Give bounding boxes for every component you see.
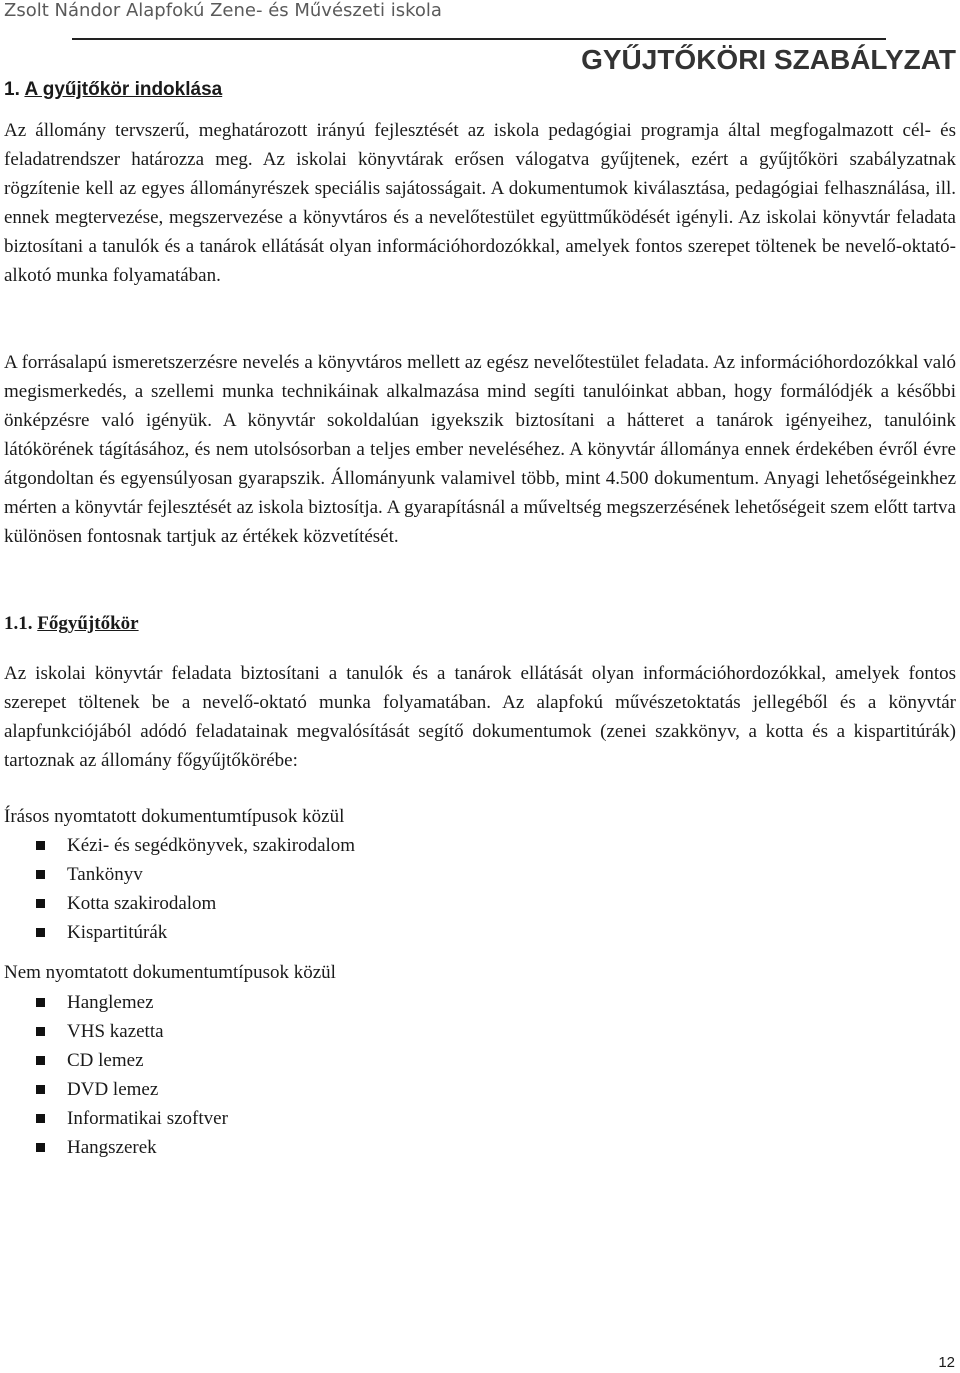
list-item: CD lemez [36,1046,228,1075]
square-bullet-icon [36,1056,45,1065]
square-bullet-icon [36,899,45,908]
body-paragraph: Az iskolai könyvtár feladata biztosítani a tanulók és a tanárok ellátását olyan információhordozókkal, amelyek fontos szerepet töltenek be a nevelő-oktató munka folyamatában. Az alapfokú művészetoktatás jellegéből és a könyvtár alapfunkciójából adódó feladatainak megvalósítását segítő dokumentumok (zenei szakkönyv, a kotta és a kispartitúrák) tartoznak az állomány főgyűjtőkörébe: [4,663,956,771]
square-bullet-icon [36,928,45,937]
nonprinted-list-label: Nem nyomtatott dokumentumtípusok közül [4,962,336,983]
subsection-heading [4,613,139,635]
printed-list-label: Írásos nyomtatott dokumentumtípusok közül [4,806,345,827]
school-name: Zsolt Nándor Alapfokú Zene- és Művészeti iskola [4,0,442,21]
document-title: GYŰJTŐKÖRI SZABÁLYZAT [581,44,956,75]
list-item: Informatikai szoftver [36,1104,228,1133]
section-title: A gyűjtőkör indoklása [24,79,223,100]
body-paragraph: Az állomány tervszerű, meghatározott irányú fejlesztését az iskola pedagógiai programja által megfogalmazott cél- és feladatrendszer határozza meg. Az iskolai könyvtárak erősen válogatva gyűjtenek, ezért a gyűjtőköri szabályzatnak rögzítenie kell az egyes állományrészek speciális sajátosságait. A dokumentumok kiválasztása, pedagógiai felhasználása, ill. ennek megtervezése, megszervezése a könyvtáros és a nevelőtestület együttműködését igényli. Az iskolai könyvtár feladata biztosítani a tanulók és a tanárok ellátását olyan információhordozókkal, amelyek fontos szerepet töltenek be nevelő-oktató-alkotó munka folyamatában. [4,120,956,286]
list-item: Hangszerek [36,1133,228,1162]
square-bullet-icon [36,870,45,879]
square-bullet-icon [36,1114,45,1123]
printed-document-list [36,831,355,947]
square-bullet-icon [36,998,45,1007]
section-number: 1. [4,79,20,100]
body-paragraph: A forrásalapú ismeretszerzésre nevelés a könyvtáros mellett az egész nevelőtestület feladata. Az információhordozókkal való megismerkedés, a szellemi munka technikáinak alkalmazása mind segíti tanulóinkat abban, hogy formálódjék a későbbi önképzésre való igényük. A könyvtár sokoldalúan igyekszik biztosítani a hátteret a tanárok igényeihez, tanulóink látókörének tágításához, és nem utolsósorban a teljes ember neveléséhez. A könyvtár állománya ennek érdekében évről évre átgondoltan és egyensúlyosan gyarapszik. Állományunk valamivel több, mint 4.500 dokumentum. Anyagi lehetőségeinkhez mérten a könyvtár fejlesztését az iskola biztosítja. A gyarapításnál a műveltség megszerzésének lehetőségeit szem előtt tartva különösen fontosnak tartjuk az értékek közvetítését. [4,352,956,547]
list-item: DVD lemez [36,1075,228,1104]
list-item: Tankönyv [36,860,355,889]
subsection-number: 1.1. [4,613,33,634]
header-divider [72,38,886,40]
nonprinted-document-list [36,988,228,1162]
square-bullet-icon [36,1027,45,1036]
section-heading [4,79,222,101]
list-item: Kézi- és segédkönyvek, szakirodalom [36,831,355,860]
subsection-title: Főgyűjtőkör [37,613,139,634]
square-bullet-icon [36,841,45,850]
list-item: Hanglemez [36,988,228,1017]
list-item: Kispartitúrák [36,918,355,947]
square-bullet-icon [36,1143,45,1152]
page-number: 12 [938,1354,955,1371]
list-item: VHS kazetta [36,1017,228,1046]
list-item: Kotta szakirodalom [36,889,355,918]
square-bullet-icon [36,1085,45,1094]
